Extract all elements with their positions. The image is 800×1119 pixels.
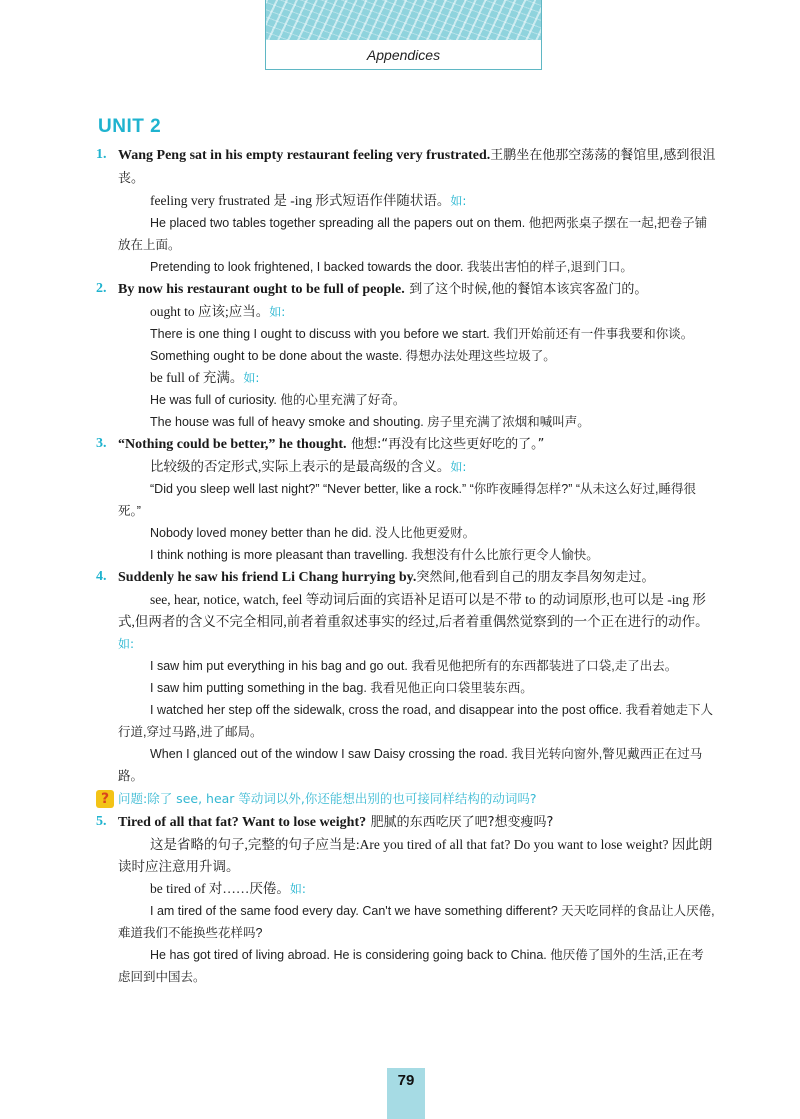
section-label: Appendices — [366, 47, 441, 63]
item-chinese: 到了这个时候,他的餐馆本该宾客盈门的。 — [409, 282, 648, 297]
question-icon: ? — [96, 790, 114, 808]
item-english: Tired of all that fat? Want to lose weight? — [118, 815, 367, 830]
note-item-2 — [96, 278, 716, 433]
explanation: 比较级的否定形式,实际上表示的是最高级的含义。如: — [150, 459, 467, 474]
item-chinese: 他想:“再没有比这些更好吃的了。” — [351, 437, 545, 452]
item-chinese: 突然间,他看到自己的朋友李昌匆匆走过。 — [416, 570, 655, 585]
example-sentence: I think nothing is more pleasant than travelling. 我想没有什么比旅行更令人愉快。 — [150, 548, 599, 562]
example-marker: 如: — [118, 637, 135, 651]
example-sentence: I saw him put everything in his bag and go out. 我看见他把所有的东西都装进了口袋,走了出去。 — [150, 659, 678, 673]
item-number: 2. — [96, 281, 107, 296]
explanation: feeling very frustrated 是 -ing 形式短语作伴随状语。如: — [150, 193, 467, 208]
example-marker: 如: — [269, 305, 286, 319]
item-number: 1. — [96, 147, 107, 162]
page-number-tab — [387, 1068, 425, 1119]
notes-content — [96, 144, 716, 988]
example-marker: 如: — [243, 371, 260, 385]
explanation: be full of 充满。如: — [150, 370, 260, 385]
example-sentence: He has got tired of living abroad. He is considering going back to China. 他厌倦了国外的生活,正在考虑回到中国去。 — [118, 948, 704, 984]
item-english: Wang Peng sat in his empty restaurant feeling very frustrated. — [118, 148, 491, 163]
example-sentence: I watched her step off the sidewalk, cross the road, and disappear into the post office. 我看着她走下人行道,穿过马路,进了邮局。 — [118, 703, 714, 739]
item-heading — [118, 811, 716, 834]
example-marker: 如: — [289, 882, 306, 896]
example-sentence: Something ought to be done about the waste. 得想办法处理这些垃圾了。 — [150, 349, 556, 363]
note-item-5 — [96, 811, 716, 988]
page-number: 79 — [397, 1072, 415, 1089]
example-sentence: He was full of curiosity. 他的心里充满了好奇。 — [150, 393, 406, 407]
example-sentence: Nobody loved money better than he did. 没人比他更爱财。 — [150, 526, 476, 540]
item-chinese: 肥腻的东西吃厌了吧?想变瘦吗? — [370, 815, 554, 830]
example-sentence: Pretending to look frightened, I backed towards the door. 我装出害怕的样子,退到门口。 — [150, 260, 633, 274]
note-item-3 — [96, 433, 716, 566]
item-number: 3. — [96, 436, 107, 451]
example-sentence: “Did you sleep well last night?” “Never better, like a rock.” “你昨夜睡得怎样?” “从未这么好过,睡得很死。” — [118, 482, 696, 518]
item-heading — [118, 433, 716, 456]
question-text: 问题:除了 see, hear 等动词以外,你还能想出别的也可接同样结构的动词吗? — [118, 791, 537, 806]
example-marker: 如: — [450, 194, 467, 208]
note-item-1 — [96, 144, 716, 278]
item-number: 4. — [96, 569, 107, 584]
unit-title: UNIT 2 — [98, 116, 162, 137]
example-sentence: I saw him putting something in the bag. 我看见他正向口袋里装东西。 — [150, 681, 533, 695]
item-english: By now his restaurant ought to be full of people. — [118, 282, 405, 297]
item-heading — [118, 566, 716, 589]
note-item-4 — [96, 566, 716, 811]
header-pattern — [266, 0, 541, 40]
item-number: 5. — [96, 814, 107, 829]
explanation: see, hear, notice, watch, feel 等动词后面的宾语补足语可以是不带 to 的动词原形,也可以是 -ing 形式,但两者的含义不完全相同,前者着重叙述事实的经过,后者着重偶然觉察到的一个正在进行的动作。如: — [118, 592, 709, 651]
example-sentence: I am tired of the same food every day. Can't we have something different? 天天吃同样的食品让人厌倦,难道我们不能换些花样吗? — [118, 904, 715, 940]
header-tab — [265, 0, 542, 70]
example-sentence: When I glanced out of the window I saw Daisy crossing the road. 我目光转向窗外,瞥见戴西正在过马路。 — [118, 747, 703, 783]
explanation: 这是省略的句子,完整的句子应当是:Are you tired of all that fat? Do you want to lose weight? 因此朗读时应注意用升调。 — [118, 837, 713, 874]
item-heading — [118, 278, 716, 301]
example-sentence: There is one thing I ought to discuss with you before we start. 我们开始前还有一件事我要和你谈。 — [150, 327, 694, 341]
explanation: ought to 应该;应当。如: — [150, 304, 286, 319]
item-english: Suddenly he saw his friend Li Chang hurrying by. — [118, 570, 417, 585]
item-chinese: 王鹏坐在他那空荡荡的餐馆里,感到很沮丧。 — [118, 148, 716, 186]
explanation: be tired of 对……厌倦。如: — [150, 881, 306, 896]
example-marker: 如: — [450, 460, 467, 474]
example-sentence: He placed two tables together spreading all the papers out on them. 他把两张桌子摆在一起,把卷子铺放在上面。 — [118, 216, 708, 252]
example-sentence: The house was full of heavy smoke and shouting. 房子里充满了浓烟和喊叫声。 — [150, 415, 590, 429]
item-heading — [118, 144, 716, 190]
question-prompt — [96, 787, 716, 811]
item-english: “Nothing could be better,” he thought. — [118, 437, 347, 452]
